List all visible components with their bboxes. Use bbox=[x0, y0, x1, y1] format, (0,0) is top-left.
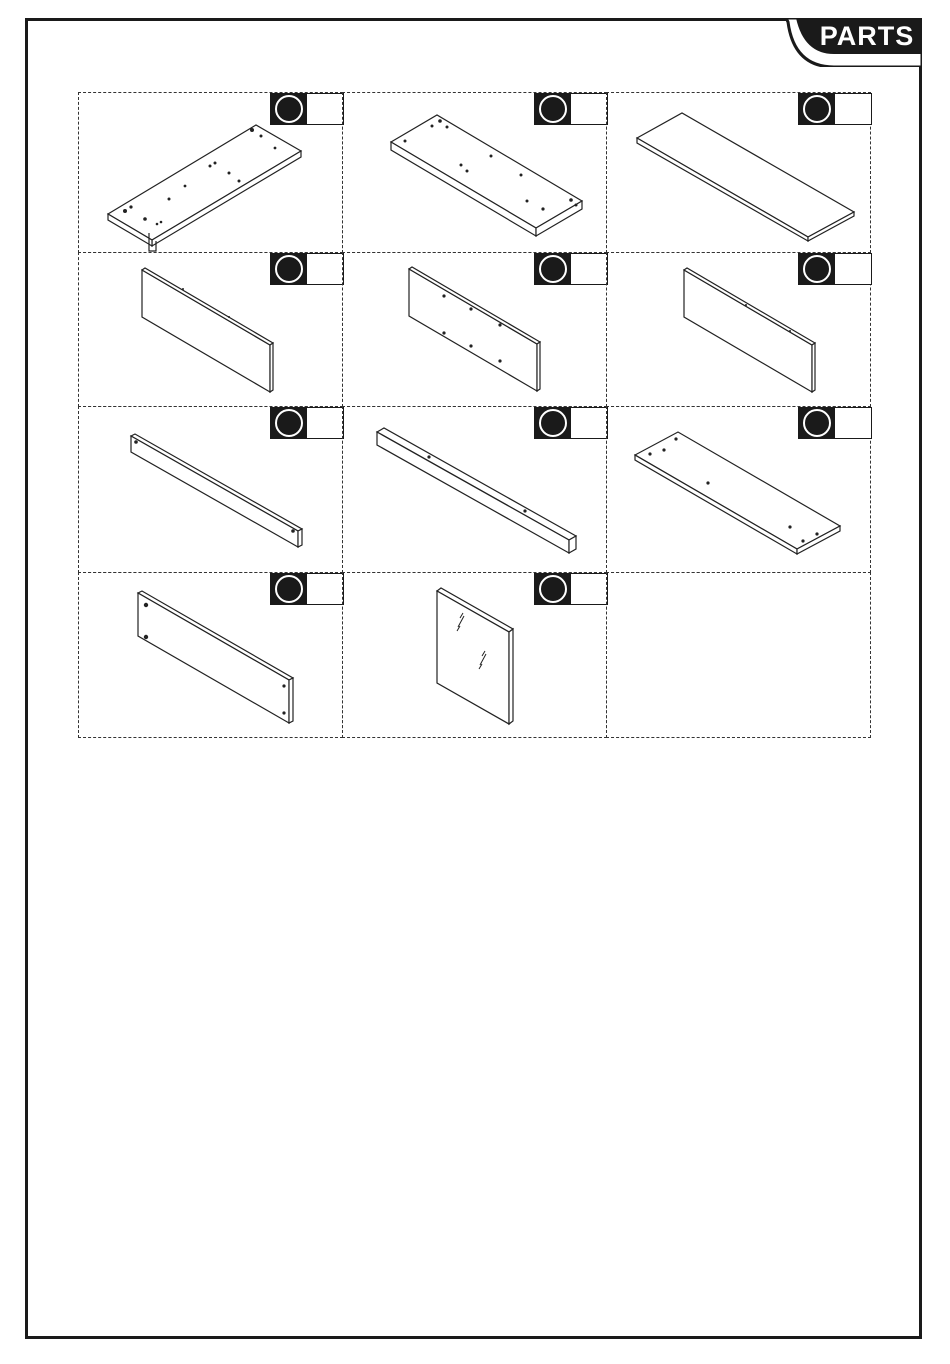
part-cell-10 bbox=[78, 572, 343, 738]
part-number-circle-icon bbox=[275, 575, 303, 603]
quantity-box bbox=[835, 253, 872, 285]
quantity-box bbox=[835, 93, 872, 125]
part-cell-9 bbox=[606, 406, 871, 573]
part-label-badge bbox=[270, 573, 344, 605]
part-cell-2 bbox=[342, 92, 607, 253]
part-number-circle-icon bbox=[275, 95, 303, 123]
part-label-badge bbox=[534, 93, 608, 125]
part-number-circle-icon bbox=[275, 409, 303, 437]
quantity-box bbox=[571, 253, 608, 285]
quantity-box bbox=[571, 93, 608, 125]
part-number-circle-icon bbox=[539, 575, 567, 603]
part-cell-3 bbox=[606, 92, 871, 253]
part-number-circle-icon bbox=[539, 255, 567, 283]
part-label-badge bbox=[534, 407, 608, 439]
part-cell-4 bbox=[78, 252, 343, 407]
part-label-badge bbox=[534, 573, 608, 605]
part-number-circle-icon bbox=[803, 255, 831, 283]
quantity-box bbox=[571, 407, 608, 439]
part-cell-5 bbox=[342, 252, 607, 407]
quantity-box bbox=[307, 253, 344, 285]
parts-grid bbox=[78, 92, 871, 738]
section-title: PARTS bbox=[819, 21, 915, 51]
part-number-circle-icon bbox=[803, 95, 831, 123]
empty-cell bbox=[606, 572, 871, 738]
part-label-badge bbox=[798, 253, 872, 285]
part-label-badge bbox=[534, 253, 608, 285]
part-cell-6 bbox=[606, 252, 871, 407]
part-label-badge bbox=[270, 253, 344, 285]
quantity-box bbox=[307, 93, 344, 125]
part-label-badge bbox=[798, 93, 872, 125]
part-number-circle-icon bbox=[539, 95, 567, 123]
part-cell-11 bbox=[342, 572, 607, 738]
part-number-circle-icon bbox=[803, 409, 831, 437]
part-label-badge bbox=[270, 407, 344, 439]
part-number-circle-icon bbox=[539, 409, 567, 437]
part-number-circle-icon bbox=[275, 255, 303, 283]
part-cell-1 bbox=[78, 92, 343, 253]
quantity-box bbox=[835, 407, 872, 439]
quantity-box bbox=[571, 573, 608, 605]
part-cell-7 bbox=[78, 406, 343, 573]
part-label-badge bbox=[270, 93, 344, 125]
part-label-badge bbox=[798, 407, 872, 439]
quantity-box bbox=[307, 407, 344, 439]
part-cell-8 bbox=[342, 406, 607, 573]
quantity-box bbox=[307, 573, 344, 605]
